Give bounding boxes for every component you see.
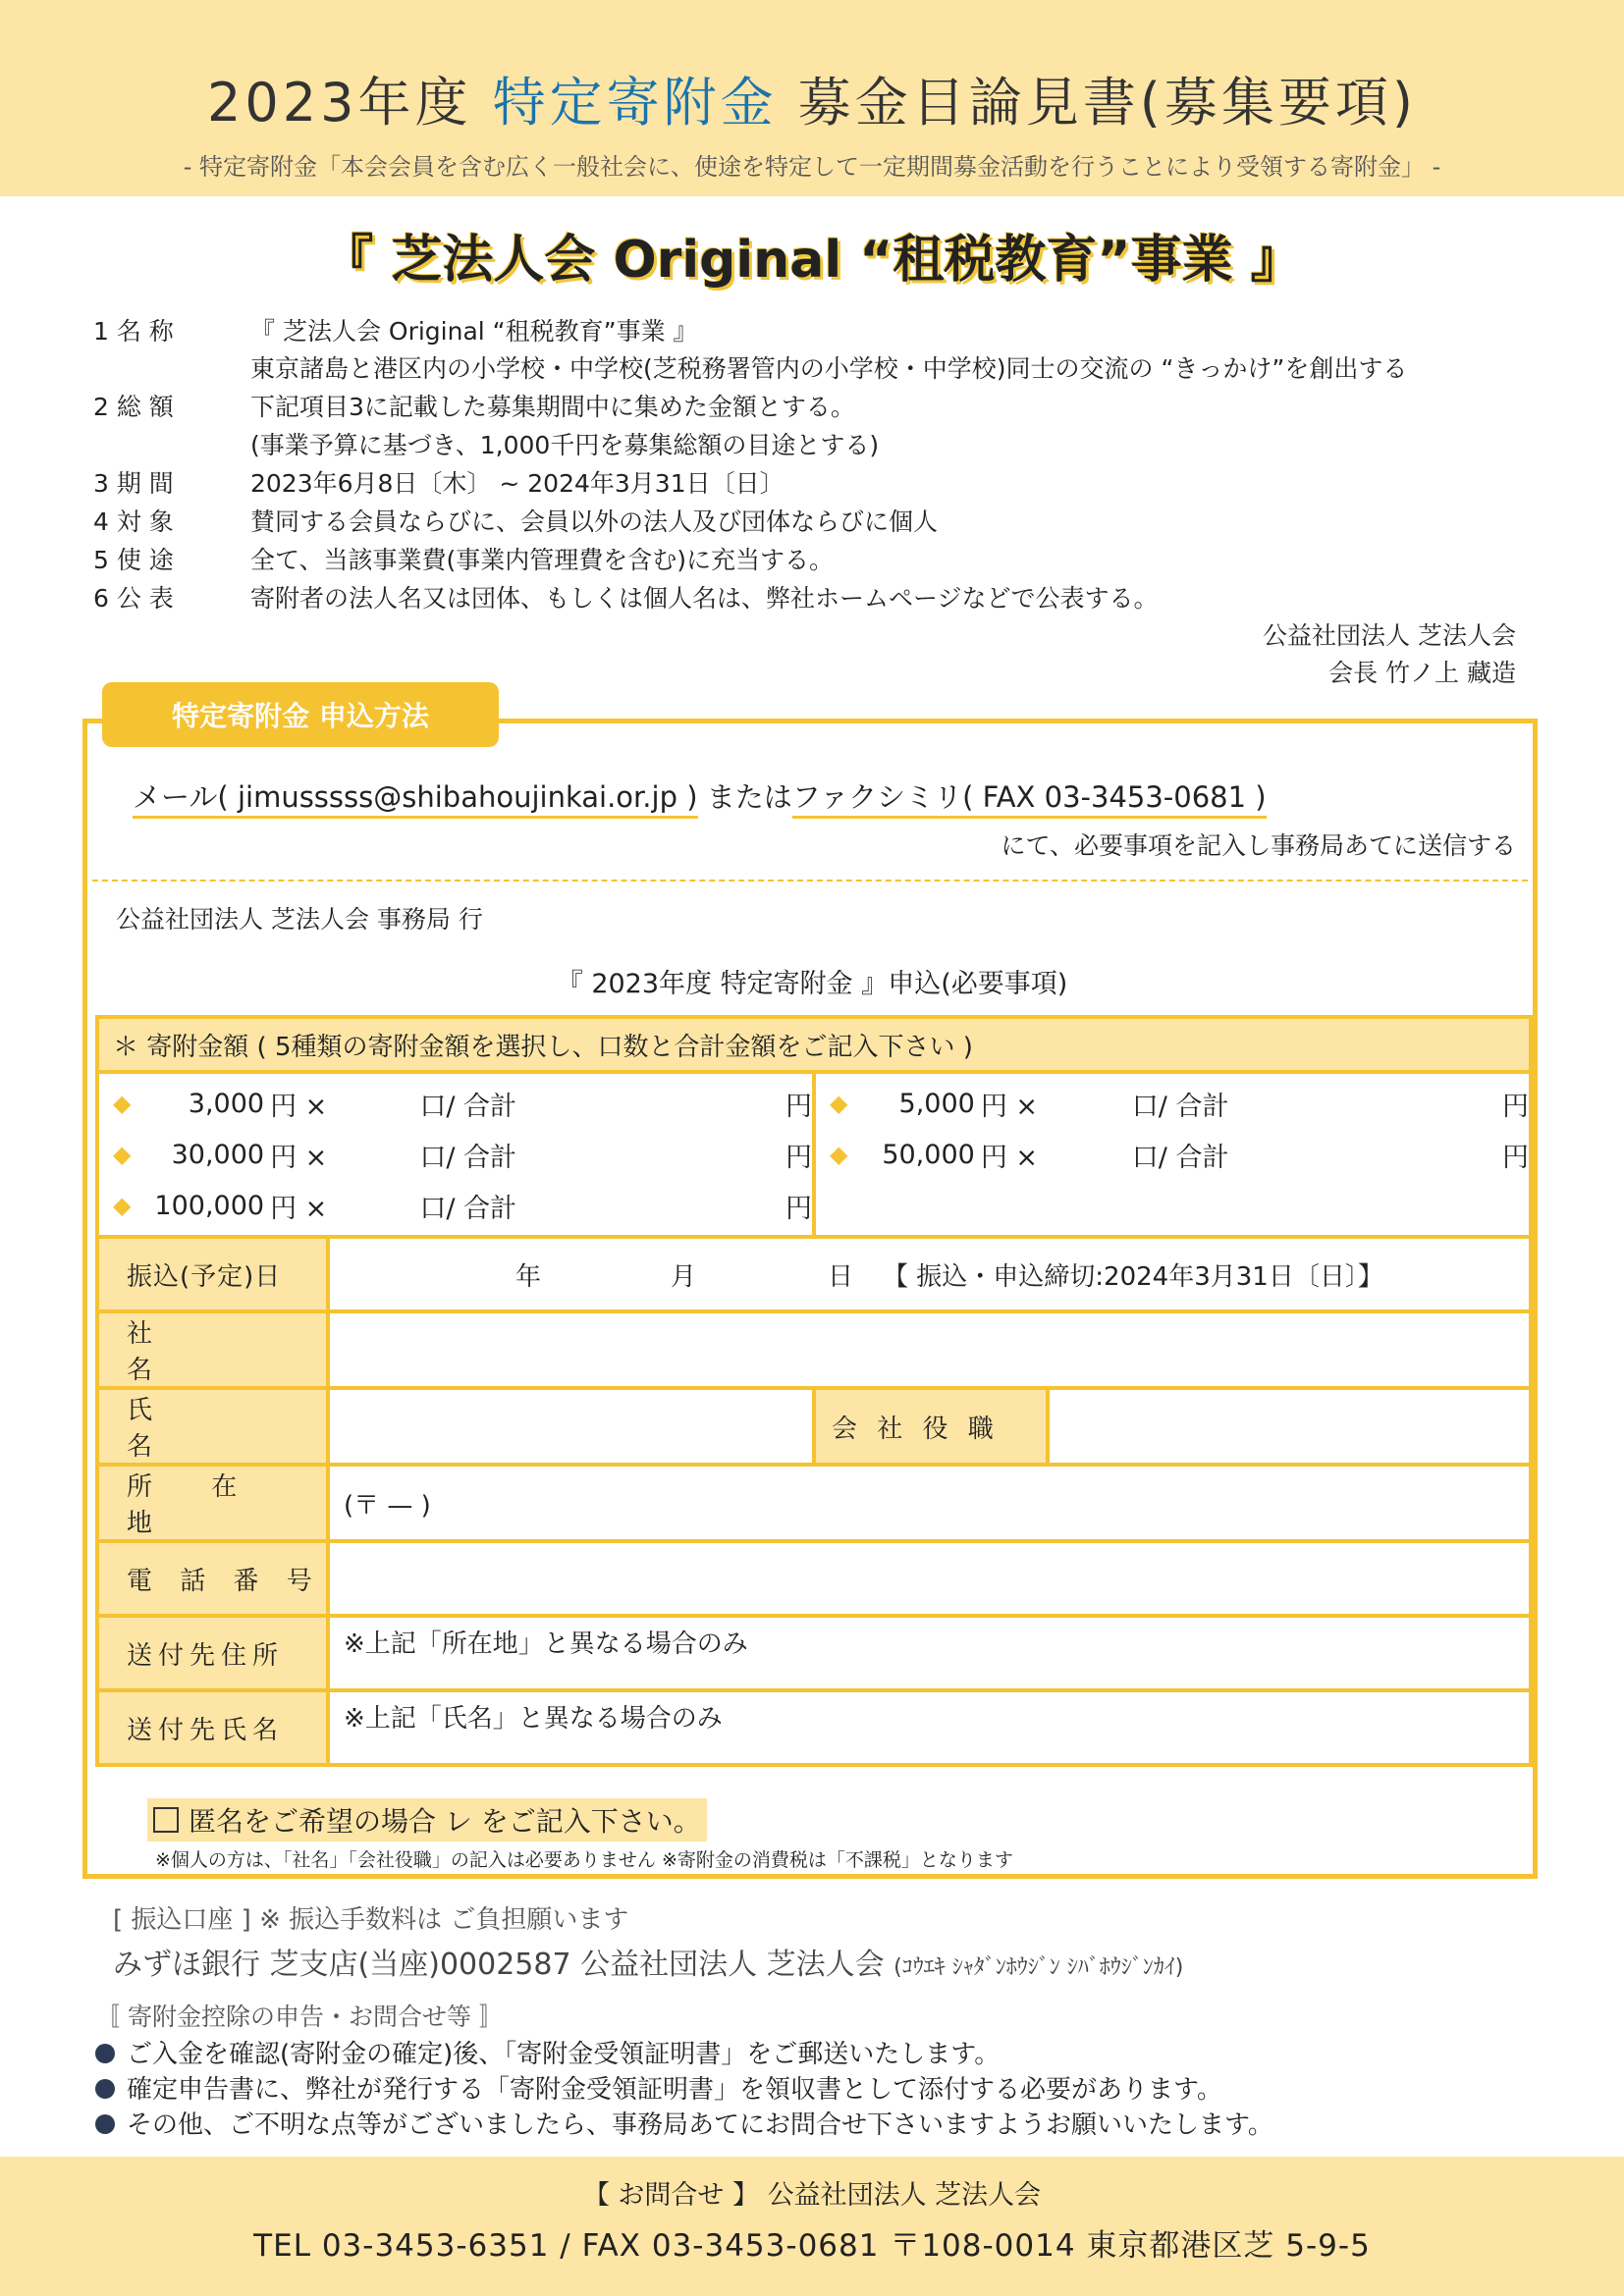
position-label: 会 社 役 職 xyxy=(814,1388,1048,1465)
deduction-bullet: ご入金を確認(寄附金の確定)後、「寄附金受領証明書」をご郵送いたします。 xyxy=(95,2034,1000,2070)
deadline-note: 【 振込・申込締切:2024年3月31日〔日〕】 xyxy=(883,1261,1383,1292)
send-name-field[interactable]: ※上記「氏名」と異なる場合のみ xyxy=(328,1690,1531,1765)
send-name-label: 送付先氏名 xyxy=(97,1690,328,1765)
diamond-icon: ◆ xyxy=(113,1090,132,1117)
email-link[interactable]: メール( jimusssss@shibahoujinkai.or.jp ) xyxy=(133,780,698,819)
company-label: 社 名 xyxy=(97,1311,328,1388)
amount-options-left xyxy=(97,1072,814,1237)
organizer-name: 公益社団法人 芝法人会 xyxy=(1263,621,1516,650)
application-tab-label: 特定寄附金 申込方法 xyxy=(102,682,499,747)
page-title: 2023年度 特定寄附金 募金目論見書(募集要項) xyxy=(207,72,1417,133)
amount-option[interactable]: ◆ 50,000 円 × 口/ 合計 円 xyxy=(830,1139,1530,1173)
organizer-president: 会長 竹ノ上 藏造 xyxy=(1328,659,1516,687)
individual-note: ※個人の方は、「社名」「会社役職」の記入は必要ありません ※寄附金の消費税は「不課税」となります xyxy=(155,1849,1013,1871)
diamond-icon: ◆ xyxy=(830,1090,848,1117)
item-name: 1 名 称 『 芝法人会 Original “租税教育”事業 』 xyxy=(93,317,698,346)
deduction-bullet: 確定申告書に、弊社が発行する「寄附金受領証明書」を領収書として添付する必要があります。 xyxy=(95,2069,1222,2106)
amount-header: ＊ 寄附金額 ( 5種類の寄附金額を選択し、口数と合計金額をご記入下さい ) xyxy=(97,1017,1531,1072)
form-title: 『 2023年度 特定寄附金 』申込(必要事項) xyxy=(556,969,1068,999)
amount-options-right xyxy=(814,1072,1531,1237)
company-field[interactable] xyxy=(328,1311,1531,1388)
addressee: 公益社団法人 芝法人会 事務局 行 xyxy=(116,905,483,934)
phone-field[interactable] xyxy=(328,1541,1531,1616)
anonymous-option: 匿名をご希望の場合 レ をご記入下さい。 xyxy=(147,1798,707,1842)
amount-option[interactable]: ◆ 3,000 円 × 口/ 合計 円 xyxy=(113,1088,812,1122)
transfer-date-field[interactable]: 年 月 日 【 振込・申込締切:2024年3月31日〔日〕】 xyxy=(328,1237,1531,1311)
bullet-icon xyxy=(95,2114,115,2134)
item-publication: 6 公 表 寄附者の法人名又は団体、もしくは個人名は、弊社ホームページなどで公表する。 xyxy=(93,584,1159,613)
bank-heading: [ 振込口座 ] ※ 振込手数料は ご負担願います xyxy=(113,1905,629,1935)
position-field[interactable] xyxy=(1048,1388,1531,1465)
item-use: 5 使 途 全て、当該事業費(事業内管理費を含む)に充当する。 xyxy=(93,546,835,574)
send-instruction: にて、必要事項を記入し事務局あてに送信する xyxy=(1001,831,1516,860)
page-subtitle: - 特定寄附金「本会会員を含む広く一般社会に、使途を特定して一定期間募金活動を行うことにより受領する寄附金」 - xyxy=(183,153,1441,181)
address-field[interactable]: (〒 — ) xyxy=(328,1465,1531,1541)
project-title: 『 芝法人会 Original “租税教育”事業 』 xyxy=(322,231,1302,290)
send-address-label: 送付先住所 xyxy=(97,1616,328,1690)
item-total-desc: (事業予算に基づき、1,000千円を募集総額の目途とする) xyxy=(250,431,880,459)
item-target: 4 対 象 賛同する会員ならびに、会員以外の法人及び団体ならびに個人 xyxy=(93,507,939,536)
amount-option[interactable]: ◆ 100,000 円 × 口/ 合計 円 xyxy=(113,1190,812,1224)
send-address-field[interactable]: ※上記「所在地」と異なる場合のみ xyxy=(328,1616,1531,1690)
address-label: 所 在 地 xyxy=(97,1465,328,1541)
amount-option[interactable]: ◆ 30,000 円 × 口/ 合計 円 xyxy=(113,1139,812,1173)
item-total: 2 総 額 下記項目3に記載した募集期間中に集めた金額とする。 xyxy=(93,393,855,421)
diamond-icon: ◆ xyxy=(113,1192,132,1219)
application-form-table xyxy=(95,1015,1533,1767)
name-label: 氏 名 xyxy=(97,1388,328,1465)
amount-option[interactable]: ◆ 5,000 円 × 口/ 合計 円 xyxy=(830,1088,1530,1122)
deduction-bullet: その他、ご不明な点等がございましたら、事務局あてにお問合せ下さいますようお願いいたします。 xyxy=(95,2105,1273,2141)
bullet-icon xyxy=(95,2044,115,2063)
bank-account: みずほ銀行 芝支店(当座)0002587 公益社団法人 芝法人会 (ｺｳｴｷ ｼｬﾀﾞﾝﾎｳｼﾞﾝ ｼﾊﾞﾎｳｼﾞﾝｶｲ) xyxy=(113,1948,1184,1982)
fax-number: ファクシミリ( FAX 03-3453-0681 ) xyxy=(792,780,1267,819)
inquiry-title: 【 お問合せ 】 公益社団法人 芝法人会 xyxy=(582,2180,1042,2211)
diamond-icon: ◆ xyxy=(113,1141,132,1168)
transfer-date-label: 振込(予定)日 xyxy=(97,1237,328,1311)
name-field[interactable] xyxy=(328,1388,814,1465)
deduction-heading: 〚 寄附金控除の申告・お問合せ等 〛 xyxy=(95,2002,504,2031)
contact-line: メール( jimusssss@shibahoujinkai.or.jp ) またはファクシミリ( FAX 03-3453-0681 ) xyxy=(133,775,1267,816)
phone-label: 電 話 番 号 xyxy=(97,1541,328,1616)
anonymous-checkbox[interactable] xyxy=(153,1807,179,1833)
item-name-desc: 東京諸島と港区内の小学校・中学校(芝税務署管内の小学校・中学校)同士の交流の “きっかけ”を創出する xyxy=(250,354,1408,383)
diamond-icon: ◆ xyxy=(830,1141,848,1168)
inquiry-contact: TEL 03-3453-6351 / FAX 03-3453-0681 〒108-0014 東京都港区芝 5-9-5 xyxy=(253,2228,1371,2264)
item-period: 3 期 間 2023年6月8日〔木〕 ~ 2024年3月31日〔日〕 xyxy=(93,469,785,498)
bullet-icon xyxy=(95,2079,115,2099)
dashed-divider xyxy=(92,880,1528,881)
